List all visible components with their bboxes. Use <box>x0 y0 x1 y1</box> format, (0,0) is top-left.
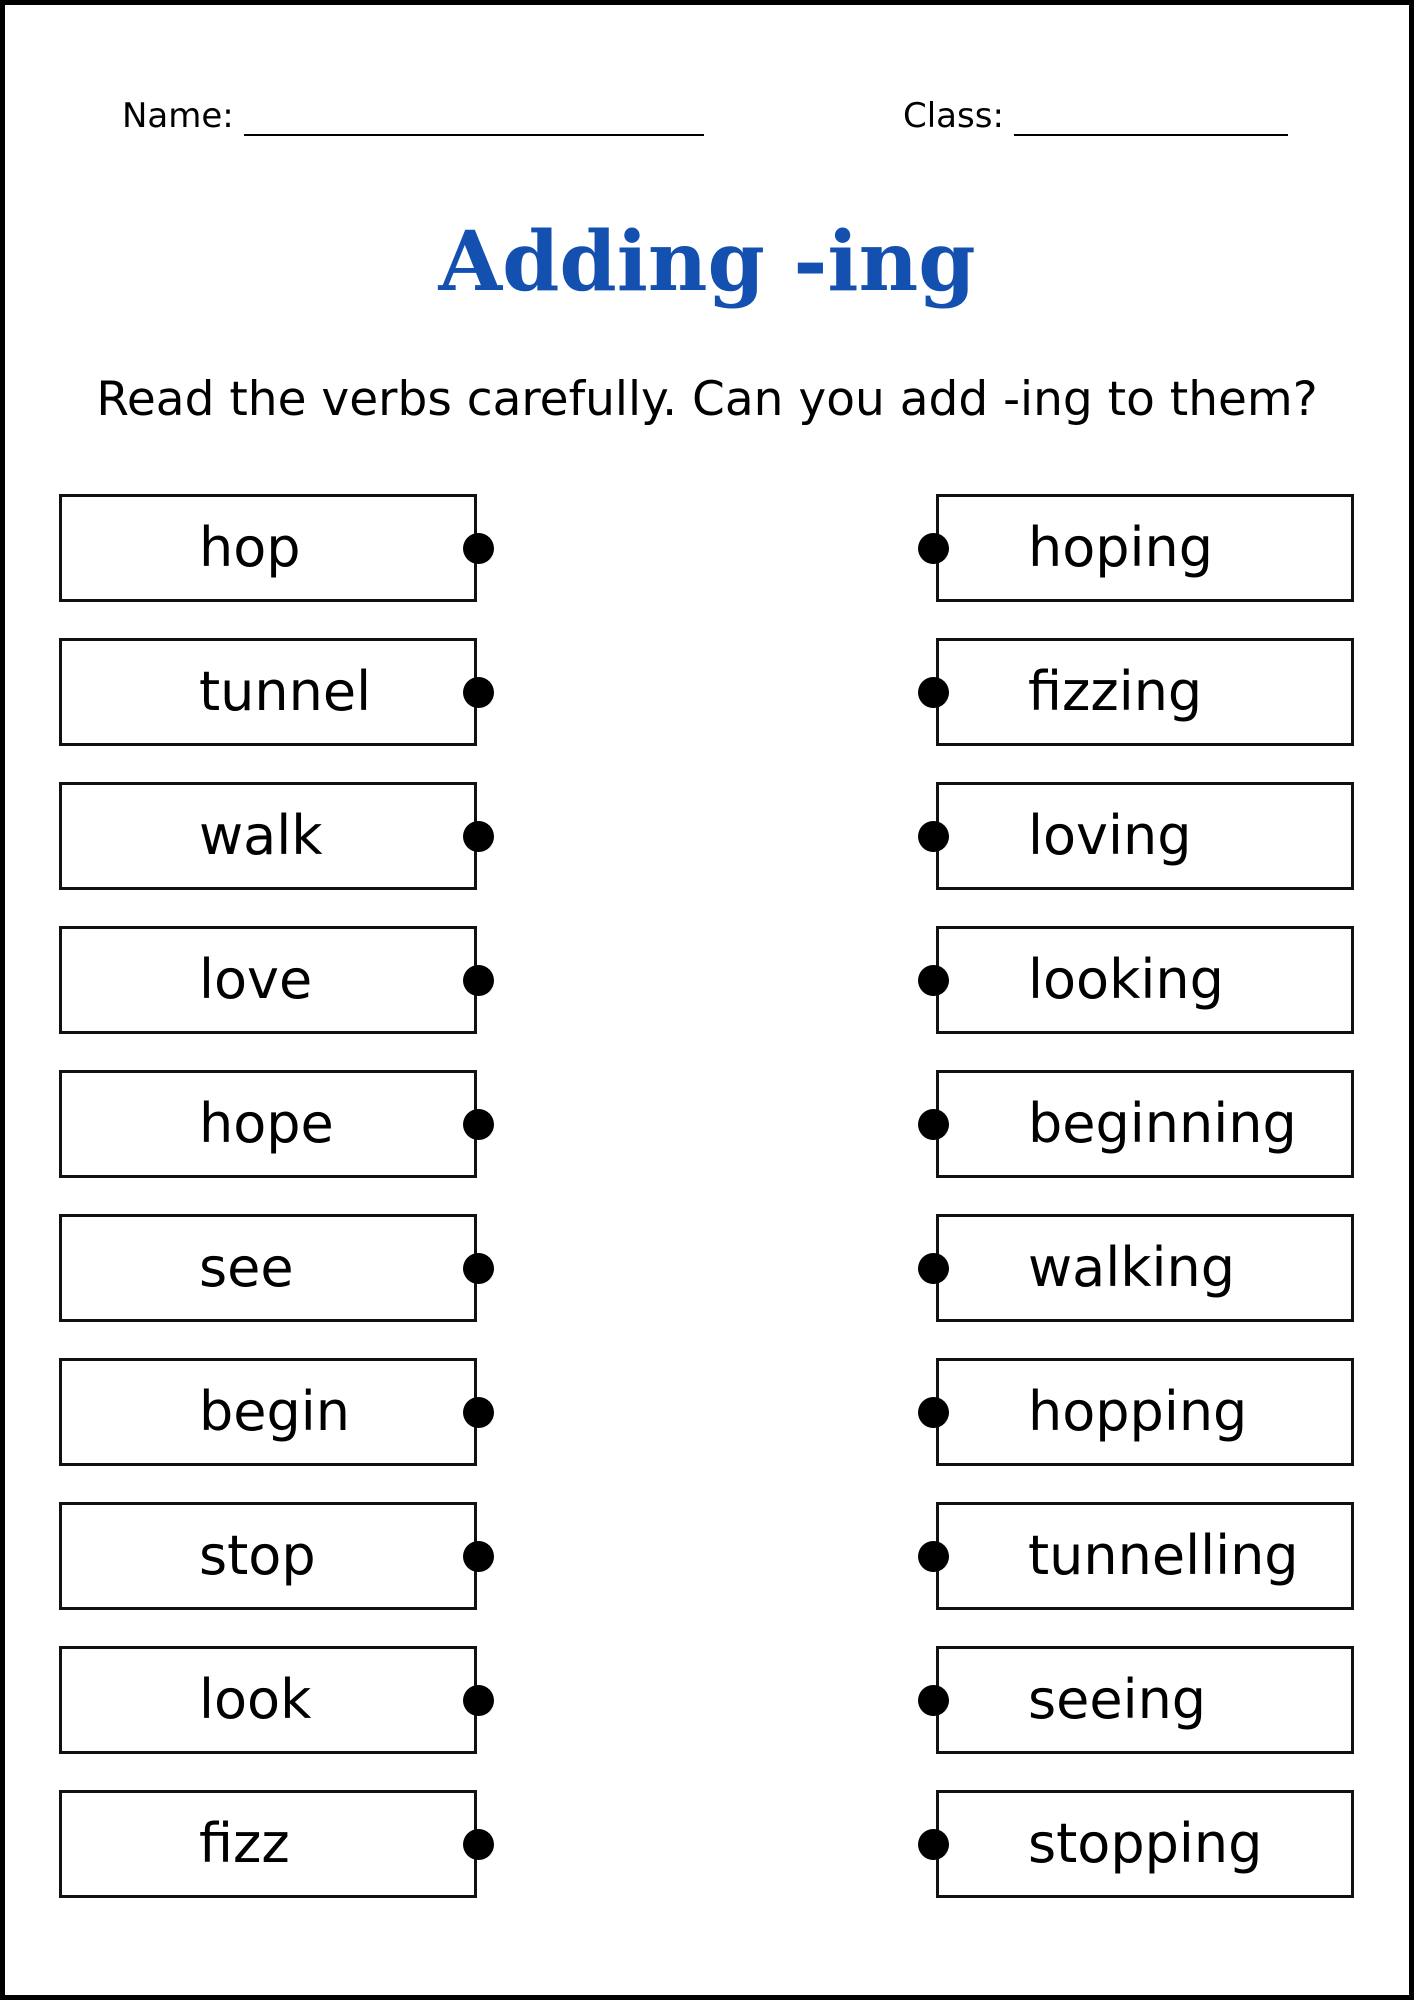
ing-word: seeing <box>1028 1668 1207 1731</box>
ing-box <box>936 782 1354 890</box>
left-connector-dot[interactable] <box>463 677 494 708</box>
left-connector-dot[interactable] <box>463 533 494 564</box>
worksheet-title: Adding -ing <box>438 214 976 310</box>
verb-word: look <box>199 1668 312 1731</box>
left-connector-dot[interactable] <box>463 1685 494 1716</box>
ing-box <box>936 926 1354 1034</box>
verb-box <box>59 1790 477 1898</box>
ing-word: loving <box>1028 804 1192 867</box>
verb-word: stop <box>199 1524 316 1587</box>
verb-box <box>59 1646 477 1754</box>
right-connector-dot[interactable] <box>918 533 949 564</box>
verb-word: walk <box>199 804 323 867</box>
ing-word: hoping <box>1028 516 1214 579</box>
left-connector-dot[interactable] <box>463 1397 494 1428</box>
left-connector-dot[interactable] <box>463 1541 494 1572</box>
ing-word: tunnelling <box>1028 1524 1299 1587</box>
right-connector-dot[interactable] <box>918 1685 949 1716</box>
left-connector-dot[interactable] <box>463 1109 494 1140</box>
ing-word: hopping <box>1028 1380 1248 1443</box>
verb-word: love <box>199 948 313 1011</box>
right-connector-dot[interactable] <box>918 677 949 708</box>
name-field <box>122 96 704 136</box>
verb-box <box>59 638 477 746</box>
left-connector-dot[interactable] <box>463 965 494 996</box>
ing-word: fizzing <box>1028 660 1203 723</box>
class-blank-line[interactable] <box>1014 98 1288 136</box>
ing-box <box>936 494 1354 602</box>
right-connector-dot[interactable] <box>918 1397 949 1428</box>
ing-word: walking <box>1028 1236 1236 1299</box>
right-connector-dot[interactable] <box>918 1253 949 1284</box>
class-label: Class: <box>903 96 1004 136</box>
ing-word: beginning <box>1028 1092 1297 1155</box>
ing-box <box>936 1070 1354 1178</box>
ing-box <box>936 1646 1354 1754</box>
verb-box <box>59 782 477 890</box>
verb-word: see <box>199 1236 294 1299</box>
left-connector-dot[interactable] <box>463 1829 494 1860</box>
verb-box <box>59 1070 477 1178</box>
ing-box <box>936 638 1354 746</box>
right-connector-dot[interactable] <box>918 965 949 996</box>
left-connector-dot[interactable] <box>463 1253 494 1284</box>
ing-box <box>936 1358 1354 1466</box>
left-connector-dot[interactable] <box>463 821 494 852</box>
name-blank-line[interactable] <box>244 98 704 136</box>
ing-box <box>936 1214 1354 1322</box>
verb-word: begin <box>199 1380 351 1443</box>
verb-box <box>59 494 477 602</box>
verb-word: fizz <box>199 1812 290 1875</box>
ing-word: looking <box>1028 948 1224 1011</box>
verb-word: tunnel <box>199 660 372 723</box>
name-label: Name: <box>122 96 234 136</box>
verb-word: hop <box>199 516 301 579</box>
instructions: Read the verbs carefully. Can you add -ing to them? <box>96 372 1318 427</box>
ing-box <box>936 1502 1354 1610</box>
right-connector-dot[interactable] <box>918 1109 949 1140</box>
verb-word: hope <box>199 1092 334 1155</box>
verb-box <box>59 1502 477 1610</box>
ing-box <box>936 1790 1354 1898</box>
verb-box <box>59 926 477 1034</box>
right-connector-dot[interactable] <box>918 1829 949 1860</box>
right-connector-dot[interactable] <box>918 1541 949 1572</box>
right-connector-dot[interactable] <box>918 821 949 852</box>
ing-word: stopping <box>1028 1812 1263 1875</box>
verb-box <box>59 1214 477 1322</box>
verb-box <box>59 1358 477 1466</box>
class-field <box>903 96 1288 136</box>
